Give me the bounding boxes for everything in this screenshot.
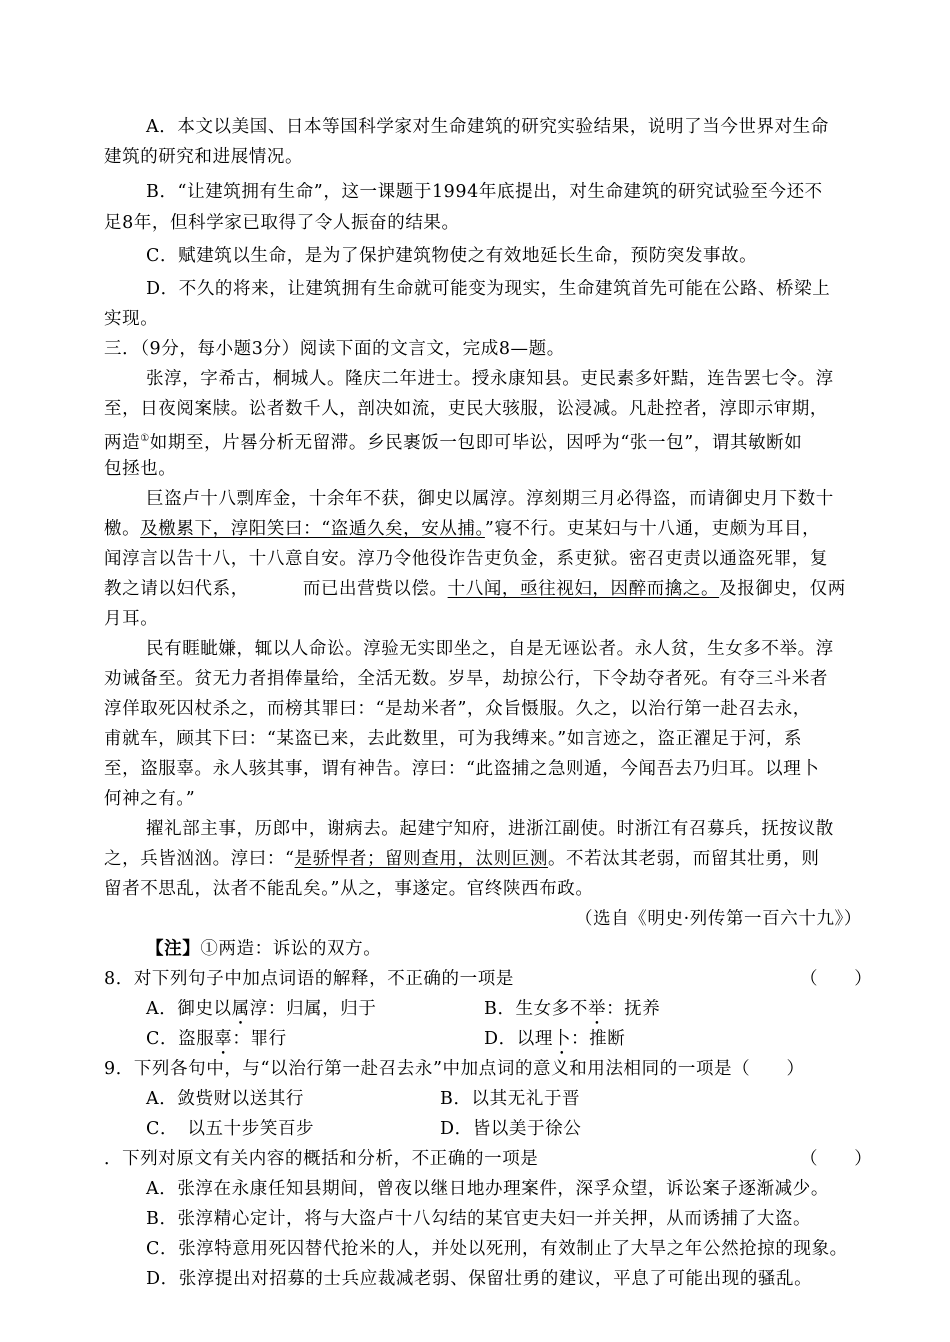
quoted-sentence: 以治行第一赴召去永 bbox=[270, 1059, 433, 1079]
passage-p2-line-3: 闻淳言以告十八，十八意自安。淳乃令他役诈告吏负金，系吏狱。密召吏责以通盗死罪，复 bbox=[104, 549, 828, 569]
note-tag: 【注】 bbox=[146, 939, 201, 959]
question-8-option-d bbox=[484, 1027, 625, 1059]
passage-text: 两造 bbox=[104, 432, 141, 453]
dotted-word: 卜 bbox=[552, 1029, 572, 1049]
footnote-marker: ① bbox=[140, 433, 150, 444]
underlined-sentence: 十八闻，亟往视妇，因醉而擒之。 bbox=[447, 579, 720, 599]
passage-text: 教之请以妇代系， bbox=[104, 579, 249, 599]
passage-p2-line-4 bbox=[104, 577, 846, 601]
note-text: ①两造：诉讼的双方。 bbox=[200, 939, 382, 959]
passage-p4-line-2 bbox=[104, 847, 819, 871]
passage-text: ”寝不行。吏某妇与十八通，吏颇为耳目， bbox=[484, 519, 821, 539]
option-text: ：推断 bbox=[571, 1029, 626, 1049]
question-8-answer-blank: （ ） bbox=[800, 969, 873, 989]
question-10-option-d: D．张淳提出对招募的士兵应裁减老弱、保留壮勇的建议，平息了可能出现的骚乱。 bbox=[146, 1269, 813, 1289]
section-three-heading: 三．（9分，每小题3分）阅读下面的文言文，完成8—题。 bbox=[104, 339, 565, 359]
question-9-stem bbox=[104, 1057, 805, 1081]
question-8-option-b bbox=[484, 997, 660, 1029]
underlined-sentence: 及檄累下，淳阳笑曰：“盗遁久矣，安从捕。 bbox=[140, 519, 485, 539]
passage-p2-line-1: 巨盗卢十八剽库金，十余年不获，御史以属淳。淳刻期三月必得盗，而请御史月下数十 bbox=[146, 489, 834, 509]
option-a-line-1: A．本文以美国、日本等国科学家对生命建筑的研究实验结果，说明了当今世界对生命 bbox=[146, 117, 829, 137]
passage-text: 及报御史，仅两 bbox=[719, 579, 846, 599]
question-text: ”中加点词的意义和用法相同的一项是（ ） bbox=[433, 1059, 805, 1079]
annotation bbox=[146, 937, 381, 961]
option-b-line-2: 足8年，但科学家已取得了令人振奋的结果。 bbox=[104, 213, 460, 233]
option-text: A．御史以 bbox=[146, 999, 232, 1019]
passage-text: 。不若汰其老弱，而留其壮勇，则 bbox=[547, 849, 820, 869]
option-d-line-1: D．不久的将来，让建筑拥有生命就可能变为现实，生命建筑首先可能在公路、桥梁上 bbox=[146, 279, 831, 299]
question-10-answer-blank: （ ） bbox=[800, 1149, 873, 1169]
passage-p3-line-6: 何神之有。” bbox=[104, 789, 196, 809]
option-text: B．生女多不 bbox=[484, 999, 588, 1019]
dotted-word: 辜 bbox=[214, 1029, 233, 1049]
passage-p1-line-1: 张淳，字希古，桐城人。隆庆二年进士。授永康知县。吏民素多奸黠，连告罢七令。淳 bbox=[146, 369, 834, 389]
question-9-option-b: B．以其无礼于晋 bbox=[440, 1089, 581, 1109]
question-10-option-c: C．张淳特意用死囚替代抢米的人，并处以死刑，有效制止了大旱之年公然抢掠的现象。 bbox=[146, 1239, 848, 1259]
passage-text: 而已出营赀以偿。 bbox=[302, 579, 448, 599]
question-10-option-a: A．张淳在永康任知县期间，曾夜以继日地办理案件，深孚众望，诉讼案子逐渐减少。 bbox=[146, 1179, 829, 1199]
option-c-line-1: C．赋建筑以生命，是为了保护建筑物使之有效地延长生命，预防突发事故。 bbox=[146, 246, 758, 266]
question-text: 9．下列各句中，与“ bbox=[104, 1059, 271, 1079]
passage-p2-line-5: 月耳。 bbox=[104, 609, 159, 629]
question-8-stem: 8．对下列句子中加点词语的解释，不正确的一项是 bbox=[104, 969, 514, 989]
option-text: 淳：归属，归于 bbox=[249, 999, 377, 1019]
passage-p3-line-1: 民有睚眦嫌，辄以人命讼。淳验无实即坐之，自是无诬讼者。永人贫，生女多不举。淳 bbox=[146, 639, 834, 659]
question-9-option-d: D．皆以美于徐公 bbox=[440, 1119, 582, 1139]
passage-text: 檄。 bbox=[104, 519, 141, 539]
passage-text: 如期至，片晷分析无留滞。乡民裹饭一包即可毕讼，因呼为“张一包”，谓其敏断如 bbox=[149, 432, 803, 453]
question-9-option-a: A．敛赀财以送其行 bbox=[146, 1089, 305, 1109]
option-text: C．盗服 bbox=[146, 1029, 215, 1049]
option-a-line-2: 建筑的研究和进展情况。 bbox=[104, 147, 304, 167]
question-8-option-c bbox=[146, 1027, 287, 1059]
question-10-option-b: B．张淳精心定计，将与大盗卢十八勾结的某官吏夫妇一并关押，从而诱捕了大盗。 bbox=[146, 1209, 812, 1229]
question-10-stem: ．下列对原文有关内容的概括和分析，不正确的一项是 bbox=[104, 1149, 539, 1169]
dotted-word: 属 bbox=[231, 999, 250, 1019]
passage-p3-line-2: 劝诫备至。贫无力者捐俸量给，全活无数。岁旱，劫掠公行，下令劫夺者死。有夺三斗米者 bbox=[104, 669, 828, 689]
option-text: ：罪行 bbox=[232, 1029, 287, 1049]
option-text: D．以理 bbox=[484, 1029, 553, 1049]
question-9-option-c: C． 以五十步笑百步 bbox=[146, 1119, 315, 1139]
passage-text: 之，兵皆汹汹。淳曰：“ bbox=[104, 849, 295, 869]
passage-p1-line-2: 至，日夜阅案牍。讼者数千人，剖决如流，吏民大骇服，讼浸减。凡赴控者，淳即示审期， bbox=[104, 399, 828, 419]
passage-p2-line-2 bbox=[104, 517, 820, 541]
underlined-sentence: 是骄悍者；留则查用，汰则叵测 bbox=[294, 849, 548, 869]
option-b-line-1: B．“让建筑拥有生命”，这一课题于1994年底提出，对生命建筑的研究试验至今还不 bbox=[146, 182, 823, 202]
question-8-option-a bbox=[146, 997, 376, 1029]
passage-p3-line-3: 淳佯取死囚杖杀之，而榜其罪曰：“是劫米者”，众旨慑服。久之，以治行第一赴召去永， bbox=[104, 699, 811, 719]
passage-p1-line-3 bbox=[104, 427, 802, 455]
option-text: ：抚养 bbox=[606, 999, 661, 1019]
passage-p3-line-5: 至，盗服辜。永人骇其事，谓有神告。淳曰：“此盗捕之急则遁，今闻吾去乃归耳。以理卜 bbox=[104, 759, 820, 779]
passage-p3-line-4: 甫就车，顾其下曰：“某盗已来，去此数里，可为我缚来。”如言迹之，盗正濯足于河，系 bbox=[104, 729, 803, 749]
option-d-line-2: 实现。 bbox=[104, 309, 159, 329]
passage-p4-line-1: 擢礼部主事，历郎中，谢病去。起建宁知府，进浙江副使。时浙江有召募兵，抚按议散 bbox=[146, 819, 834, 839]
passage-p4-line-3: 留者不思乱，汰者不能乱矣。”从之，事遂定。官终陕西布政。 bbox=[104, 879, 594, 899]
source-citation: （选自《明史·列传第一百六十九》） bbox=[575, 909, 863, 929]
dotted-word: 举 bbox=[587, 999, 607, 1019]
passage-p1-line-4: 包拯也。 bbox=[104, 459, 177, 479]
